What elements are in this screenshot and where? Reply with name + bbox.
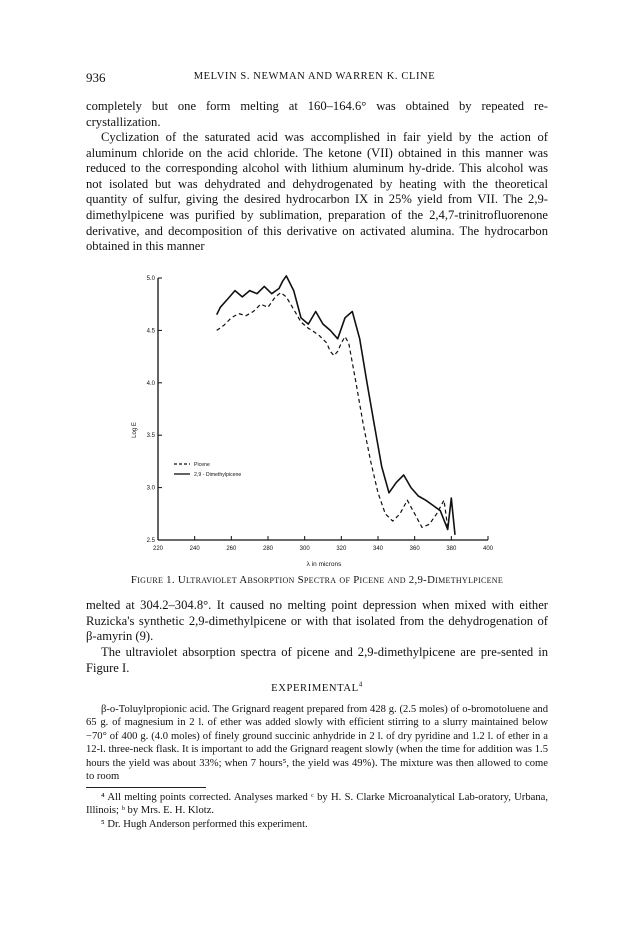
section-heading-text: EXPERIMENTAL (271, 683, 359, 694)
x-tick-label: 340 (372, 546, 384, 552)
chart-series (217, 276, 455, 535)
x-tick-label: 400 (482, 546, 494, 552)
legend-label-2: 2,9 - Dimethylpicene (194, 472, 242, 478)
y-tick-label: 5.0 (146, 276, 155, 282)
paragraph-1: completely but one form melting at 160–164.6° was obtained by repeated re-crystallization. (86, 99, 548, 129)
x-axis-label: λ in microns (306, 561, 342, 568)
footnote-5: ⁵ Dr. Hugh Anderson performed this experiment. (101, 819, 308, 830)
chart-ticks (147, 276, 494, 552)
section-heading-experimental (86, 680, 548, 694)
x-tick-label: 220 (152, 546, 164, 552)
y-tick-label: 3.5 (146, 433, 155, 440)
legend-label-1: Picene (194, 462, 210, 468)
paragraph-2: Cyclization of the saturated acid was accomplished in fair yield by the action of aluminum chloride on the acid chloride. The ketone (VII) obtained in this manner was reduced to the corresponding alcohol with lithium aluminum hy-dride. This alcohol was not isolated but was dehydrated and dehydrogenated by heating with the theoretical quantity of sulfur, giving the desired hydrocarbon IX in 25% yield from VII. The 2,9-dimethylpicene was purified by sublimation, preparation of the 2,4,7-trinitrofluorenone derivative, and decomposition of this derivative on activated alumina. The hydrocarbon obtained in this manner (86, 130, 548, 254)
footnote-4: ⁴ All melting points corrected. Analyses marked ᶜ by H. S. Clarke Microanalytical Lab-oratory, Urbana, Illinois; ᵇ by Mrs. E. H. Klotz. (86, 792, 548, 817)
uv-spectrum-chart (130, 268, 510, 578)
paragraph-3: melted at 304.2–304.8°. It caused no melting point depression when mixed with either Ruzicka's synthetic 2,9-dimethylpicene or with that isolated from the dehydrogenation of β-amyrin (9). (86, 598, 548, 644)
y-tick-label: 2.5 (146, 538, 155, 544)
x-tick-label: 260 (226, 546, 237, 552)
y-tick-label: 4.5 (146, 328, 155, 335)
x-tick-label: 240 (189, 546, 200, 552)
x-tick-label: 380 (446, 546, 457, 552)
series-line-1 (217, 293, 448, 528)
y-tick-label: 4.0 (146, 380, 155, 387)
series-line-2 (217, 276, 455, 535)
paragraph-4: The ultraviolet absorption spectra of picene and 2,9-dimethylpicene are pre-sented in Figure I. (86, 645, 548, 675)
chart-legend (174, 462, 241, 478)
y-tick-label: 3.0 (146, 485, 155, 492)
x-tick-label: 360 (409, 546, 420, 552)
page-number: 936 (86, 70, 106, 85)
chart-axes (158, 278, 488, 540)
x-tick-label: 280 (262, 546, 274, 552)
y-axis-label: Log E (132, 422, 138, 438)
footnote-rule (86, 787, 206, 788)
heading-footnote-marker: 4 (358, 680, 363, 689)
x-tick-label: 320 (336, 546, 347, 552)
figure-caption: Figure 1. Ultraviolet Absorption Spectra of Picene and 2,9-Dimethylpicene (130, 574, 504, 586)
x-tick-label: 300 (299, 546, 310, 552)
running-head: MELVIN S. NEWMAN AND WARREN K. CLINE (193, 71, 436, 82)
experimental-paragraph: β-o-Toluylpropionic acid. The Grignard reagent prepared from 428 g. (2.5 moles) of o-bromotoluene and 65 g. of magnesium in 2 l. of ether was added slowly with efficient stirring to a slurry maintained below −70° of 400 g. (4.0 moles) of finely ground succinic anhydride in 2 l. of dry pyridine and 1.2 l. of ether in a 12-l. three-neck flask. It is important to add the Grignard reagent slowly (when the time for addition was 1.5 hours the yield was about 33%; when 7 hours⁵, the yield was 49%). The mixture was then allowed to come to room (86, 704, 548, 783)
